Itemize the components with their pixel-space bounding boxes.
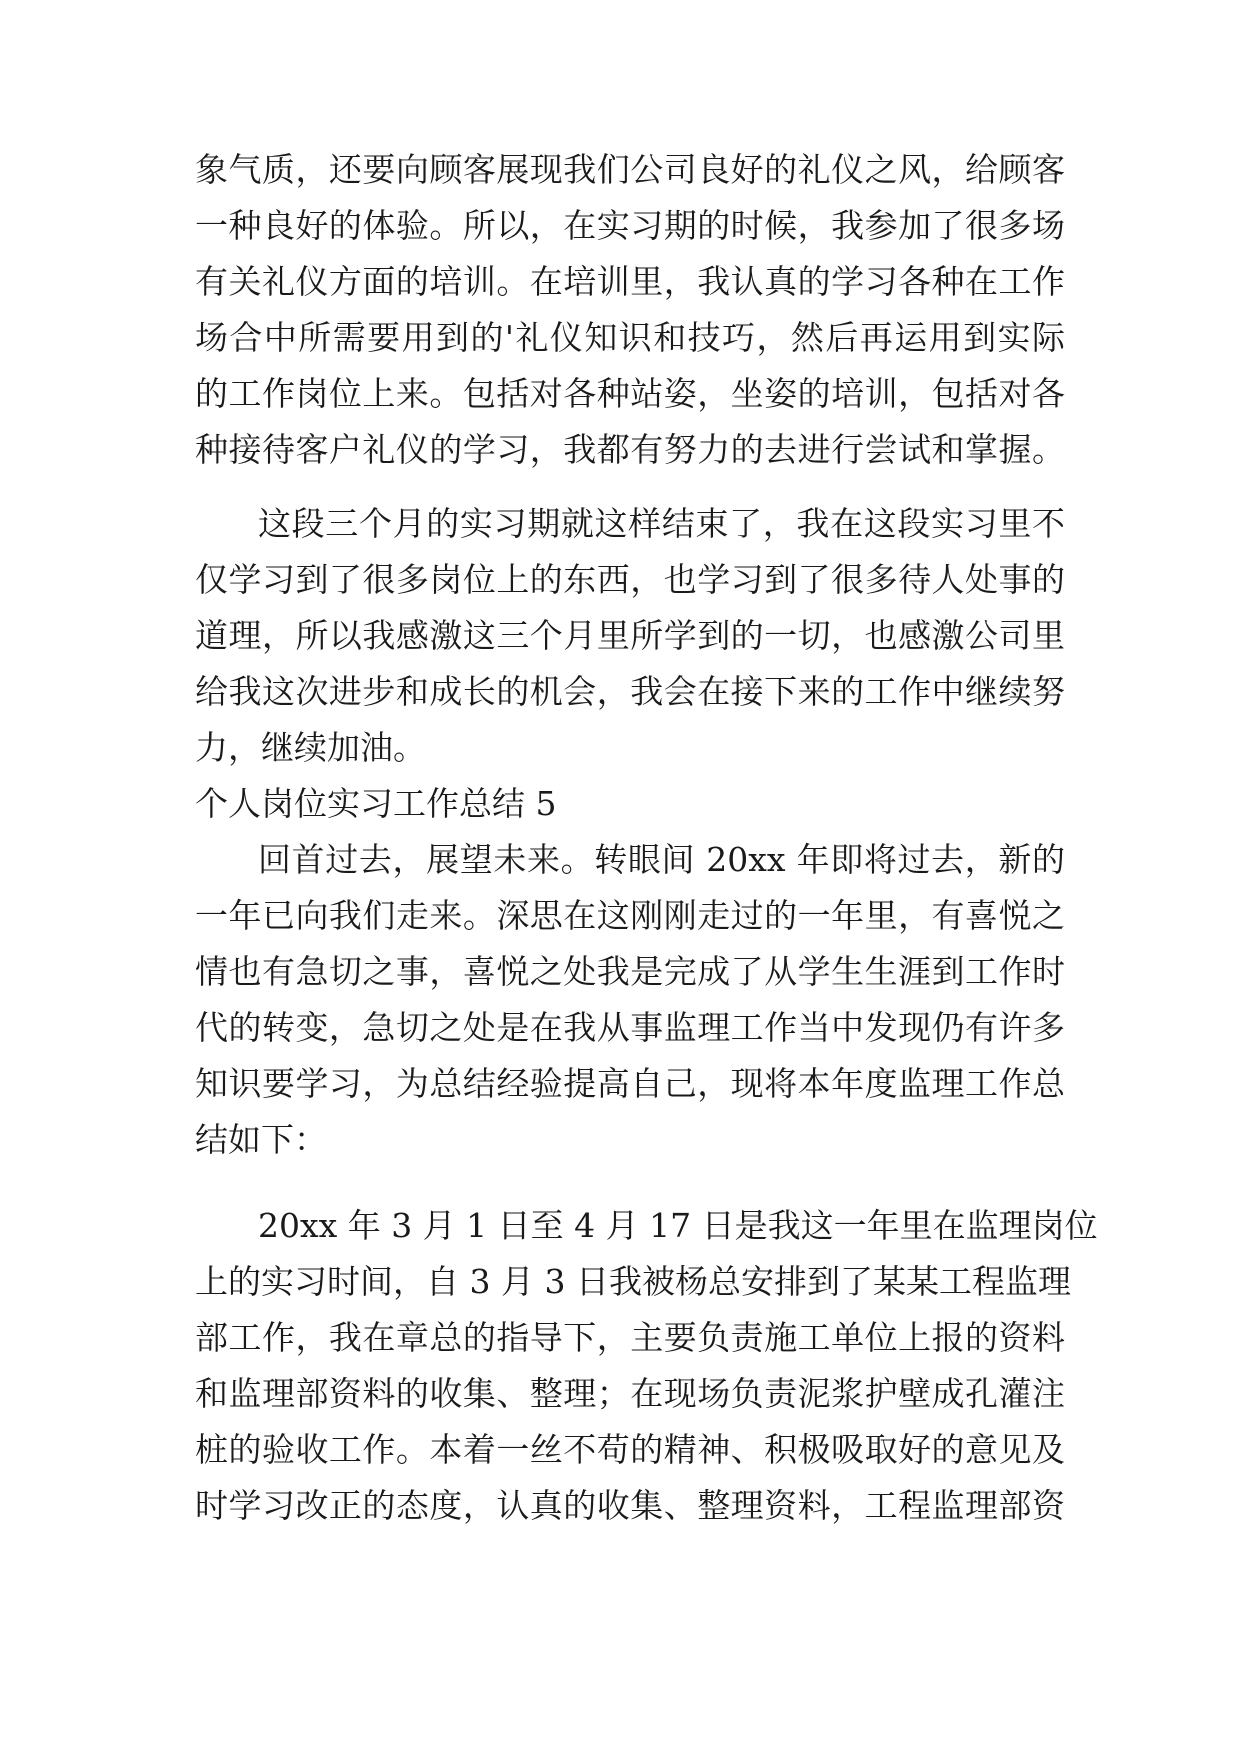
paragraph-line: 情也有急切之事，喜悦之处我是完成了从学生生涯到工作时 xyxy=(195,952,1065,991)
paragraph-line: 部工作，我在章总的指导下，主要负责施工单位上报的资料 xyxy=(195,1318,1065,1357)
paragraph-line: 时学习改正的态度，认真的收集、整理资料，工程监理部资 xyxy=(195,1486,1065,1525)
paragraph-line: 上的实习时间，自 3 月 3 日我被杨总安排到了某某工程监理 xyxy=(195,1262,1071,1301)
paragraph-line: 场合中所需要用到的'礼仪知识和技巧，然后再运用到实际 xyxy=(195,318,1065,357)
paragraph-line: 和监理部资料的收集、整理；在现场负责泥浆护壁成孔灌注 xyxy=(195,1374,1065,1413)
paragraph-line: 给我这次进步和成长的机会，我会在接下来的工作中继续努 xyxy=(195,672,1065,711)
paragraph-line: 20xx 年 3 月 1 日至 4 月 17 日是我这一年里在监理岗位 xyxy=(258,1206,1098,1245)
paragraph-line: 有关礼仪方面的培训。在培训里，我认真的学习各种在工作 xyxy=(195,262,1065,301)
paragraph-line: 知识要学习，为总结经验提高自己，现将本年度监理工作总 xyxy=(195,1064,1065,1103)
paragraph-line: 仅学习到了很多岗位上的东西，也学习到了很多待人处事的 xyxy=(195,560,1065,599)
paragraph-line: 种接待客户礼仪的学习，我都有努力的去进行尝试和掌握。 xyxy=(195,430,1065,469)
paragraph-line: 一种良好的体验。所以，在实习期的时候，我参加了很多场 xyxy=(195,206,1065,245)
paragraph-line: 桩的验收工作。本着一丝不苟的精神、积极吸取好的意见及 xyxy=(195,1430,1065,1469)
paragraph-line: 结如下： xyxy=(195,1120,327,1159)
section-heading: 个人岗位实习工作总结 5 xyxy=(195,784,557,823)
paragraph-line: 回首过去，展望未来。转眼间 20xx 年即将过去，新的 xyxy=(258,840,1065,879)
paragraph-line: 道理，所以我感激这三个月里所学到的一切，也感激公司里 xyxy=(195,616,1065,655)
paragraph-line: 一年已向我们走来。深思在这刚刚走过的一年里，有喜悦之 xyxy=(195,896,1065,935)
paragraph-line: 力，继续加油。 xyxy=(195,728,426,767)
paragraph-line: 代的转变，急切之处是在我从事监理工作当中发现仍有许多 xyxy=(195,1008,1065,1047)
paragraph-line: 的工作岗位上来。包括对各种站姿，坐姿的培训，包括对各 xyxy=(195,374,1065,413)
paragraph-line: 象气质，还要向顾客展现我们公司良好的礼仪之风，给顾客 xyxy=(195,150,1065,189)
paragraph-line: 这段三个月的实习期就这样结束了，我在这段实习里不 xyxy=(258,504,1065,543)
